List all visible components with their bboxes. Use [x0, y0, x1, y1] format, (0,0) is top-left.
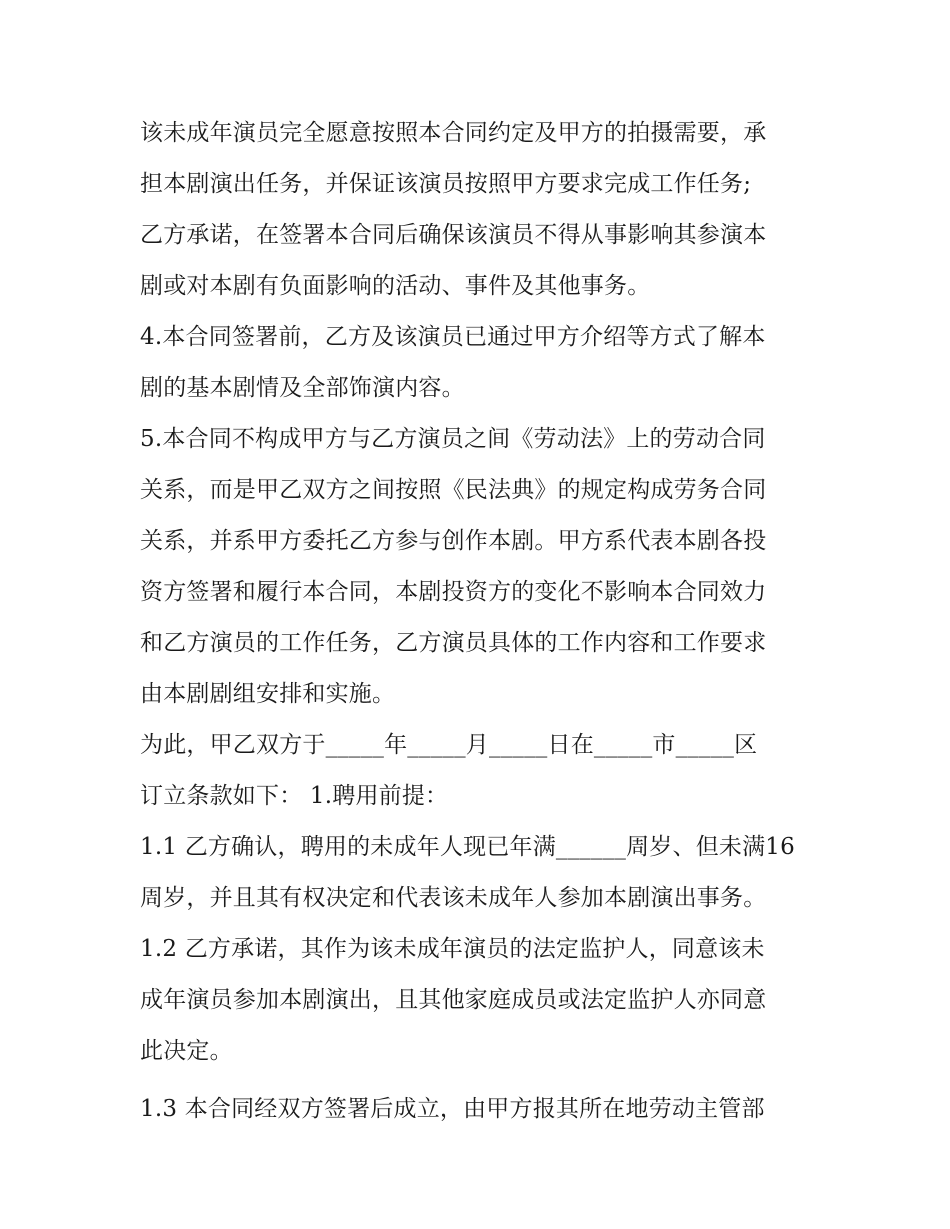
text-line: 关系，而是甲乙双方之间按照《民法典》的规定构成劳务合同 — [140, 477, 767, 503]
text-line: 周岁，并且其有权决定和代表该未成年人参加本剧演出事务。 — [140, 885, 767, 911]
text-line: 由本剧剧组安排和实施。 — [140, 681, 396, 707]
text-line: 该未成年演员完全愿意按照本合同约定及甲方的拍摄需要，承 — [140, 120, 767, 146]
section-heading-line: 订立条款如下： 1.聘用前提： — [140, 783, 449, 809]
contract-body-text — [140, 108, 820, 1135]
text-line: 成年演员参加本剧演出，且其他家庭成员或法定监护人亦同意 — [140, 987, 767, 1013]
text-line: 和乙方演员的工作任务，乙方演员具体的工作内容和工作要求 — [140, 630, 767, 656]
text-line: 资方签署和履行本合同，本剧投资方的变化不影响本合同效力 — [140, 579, 767, 605]
text-line: 乙方承诺，在签署本合同后确保该演员不得从事影响其参演本 — [140, 222, 767, 248]
text-line: 剧或对本剧有负面影响的活动、事件及其他事务。 — [140, 273, 651, 299]
clause-4-line: 4.本合同签署前，乙方及该演员已通过甲方介绍等方式了解本 — [140, 324, 766, 350]
clause-1-3-line: 1.3 本合同经双方签署后成立，由甲方报其所在地劳动主管部 — [140, 1096, 765, 1122]
text-line: 此决定。 — [140, 1038, 233, 1064]
date-place-line: 为此，甲乙双方于_____年_____月_____日在_____市_____区 — [140, 732, 758, 758]
text-line: 担本剧演出任务，并保证该演员按照甲方要求完成工作任务; — [140, 171, 752, 197]
clause-1-2-line: 1.2 乙方承诺，其作为该未成年演员的法定监护人，同意该未 — [140, 936, 765, 962]
clause-1-1-line: 1.1 乙方确认，聘用的未成年人现已年满______周岁、但未满16 — [140, 834, 795, 860]
text-line: 剧的基本剧情及全部饰演内容。 — [140, 375, 465, 401]
clause-5-line: 5.本合同不构成甲方与乙方演员之间《劳动法》上的劳动合同 — [140, 426, 766, 452]
text-line: 关系，并系甲方委托乙方参与创作本剧。甲方系代表本剧各投 — [140, 528, 767, 554]
